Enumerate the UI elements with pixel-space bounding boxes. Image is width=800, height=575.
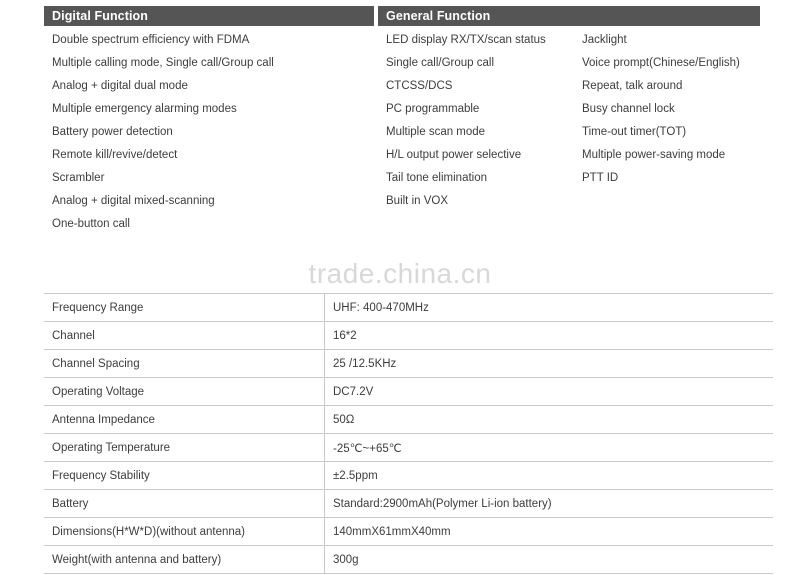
list-item: Time-out timer(TOT) [582, 126, 687, 138]
spec-key: Frequency Range [44, 294, 325, 322]
spec-key: Battery [44, 490, 325, 518]
table-row [44, 294, 773, 322]
spec-key: Operating Voltage [44, 378, 325, 406]
spec-value: ±2.5ppm [325, 462, 774, 490]
table-row [44, 518, 773, 546]
general-function-column [378, 6, 760, 26]
watermark: trade.china.cn [308, 258, 492, 289]
digital-function-list [44, 26, 374, 233]
general-function-list-1 [378, 26, 574, 210]
spec-value: 140mmX61mmX40mm [325, 518, 774, 546]
list-item: Repeat, talk around [582, 80, 683, 92]
list-item: Multiple emergency alarming modes [52, 103, 237, 115]
digital-function-list-wrap [44, 26, 374, 233]
spec-value: 25 /12.5KHz [325, 350, 774, 378]
specifications-table [44, 293, 773, 574]
spec-key: Channel [44, 322, 325, 350]
list-item: Scrambler [52, 172, 105, 184]
list-item: Multiple scan mode [386, 126, 486, 138]
table-row [44, 378, 773, 406]
list-item: Built in VOX [386, 195, 448, 207]
table-row [44, 434, 773, 462]
table-row [44, 322, 773, 350]
spec-key: Weight(with antenna and battery) [44, 546, 325, 574]
spec-key: Operating Temperature [44, 434, 325, 462]
spec-value: Standard:2900mAh(Polymer Li-ion battery) [325, 490, 774, 518]
general-function-list-wrap [378, 26, 760, 233]
list-item: Double spectrum efficiency with FDMA [52, 34, 250, 46]
spec-key: Channel Spacing [44, 350, 325, 378]
list-item: Battery power detection [52, 126, 173, 138]
spec-value: 50Ω [325, 406, 774, 434]
general-function-subcolumn-2 [574, 26, 760, 210]
general-function-header: General Function [378, 6, 760, 26]
list-item: Busy channel lock [582, 103, 675, 115]
general-function-subcolumn-1 [378, 26, 574, 210]
table-row [44, 350, 773, 378]
function-headers [44, 6, 756, 26]
digital-function-header: Digital Function [44, 6, 374, 26]
general-function-list-2 [574, 26, 760, 187]
list-item: Jacklight [582, 34, 627, 46]
table-row [44, 462, 773, 490]
list-item: One-button call [52, 218, 130, 230]
list-item: H/L output power selective [386, 149, 522, 161]
list-item: PC programmable [386, 103, 480, 115]
list-item: Tail tone elimination [386, 172, 488, 184]
spec-value: 300g [325, 546, 774, 574]
spec-key: Frequency Stability [44, 462, 325, 490]
spec-value: 16*2 [325, 322, 774, 350]
spec-value: DC7.2V [325, 378, 774, 406]
list-item: Analog + digital dual mode [52, 80, 188, 92]
digital-function-column [44, 6, 374, 26]
list-item: Multiple calling mode, Single call/Group call [52, 57, 274, 69]
spec-key: Antenna Impedance [44, 406, 325, 434]
list-item: Voice prompt(Chinese/English) [582, 57, 740, 69]
list-item: CTCSS/DCS [386, 80, 453, 92]
table-row [44, 406, 773, 434]
list-item: Single call/Group call [386, 57, 495, 69]
table-row [44, 546, 773, 574]
spec-value: -25℃~+65℃ [325, 434, 774, 462]
spec-value: UHF: 400-470MHz [325, 294, 774, 322]
table-row [44, 490, 773, 518]
spec-key: Dimensions(H*W*D)(without antenna) [44, 518, 325, 546]
list-item: Multiple power-saving mode [582, 149, 726, 161]
general-function-subcolumns [378, 26, 760, 210]
list-item: Remote kill/revive/detect [52, 149, 178, 161]
list-item: Analog + digital mixed-scanning [52, 195, 215, 207]
list-item: LED display RX/TX/scan status [386, 34, 546, 46]
specifications-table-wrap [44, 293, 756, 574]
function-lists [44, 26, 756, 233]
list-item: PTT ID [582, 172, 619, 184]
